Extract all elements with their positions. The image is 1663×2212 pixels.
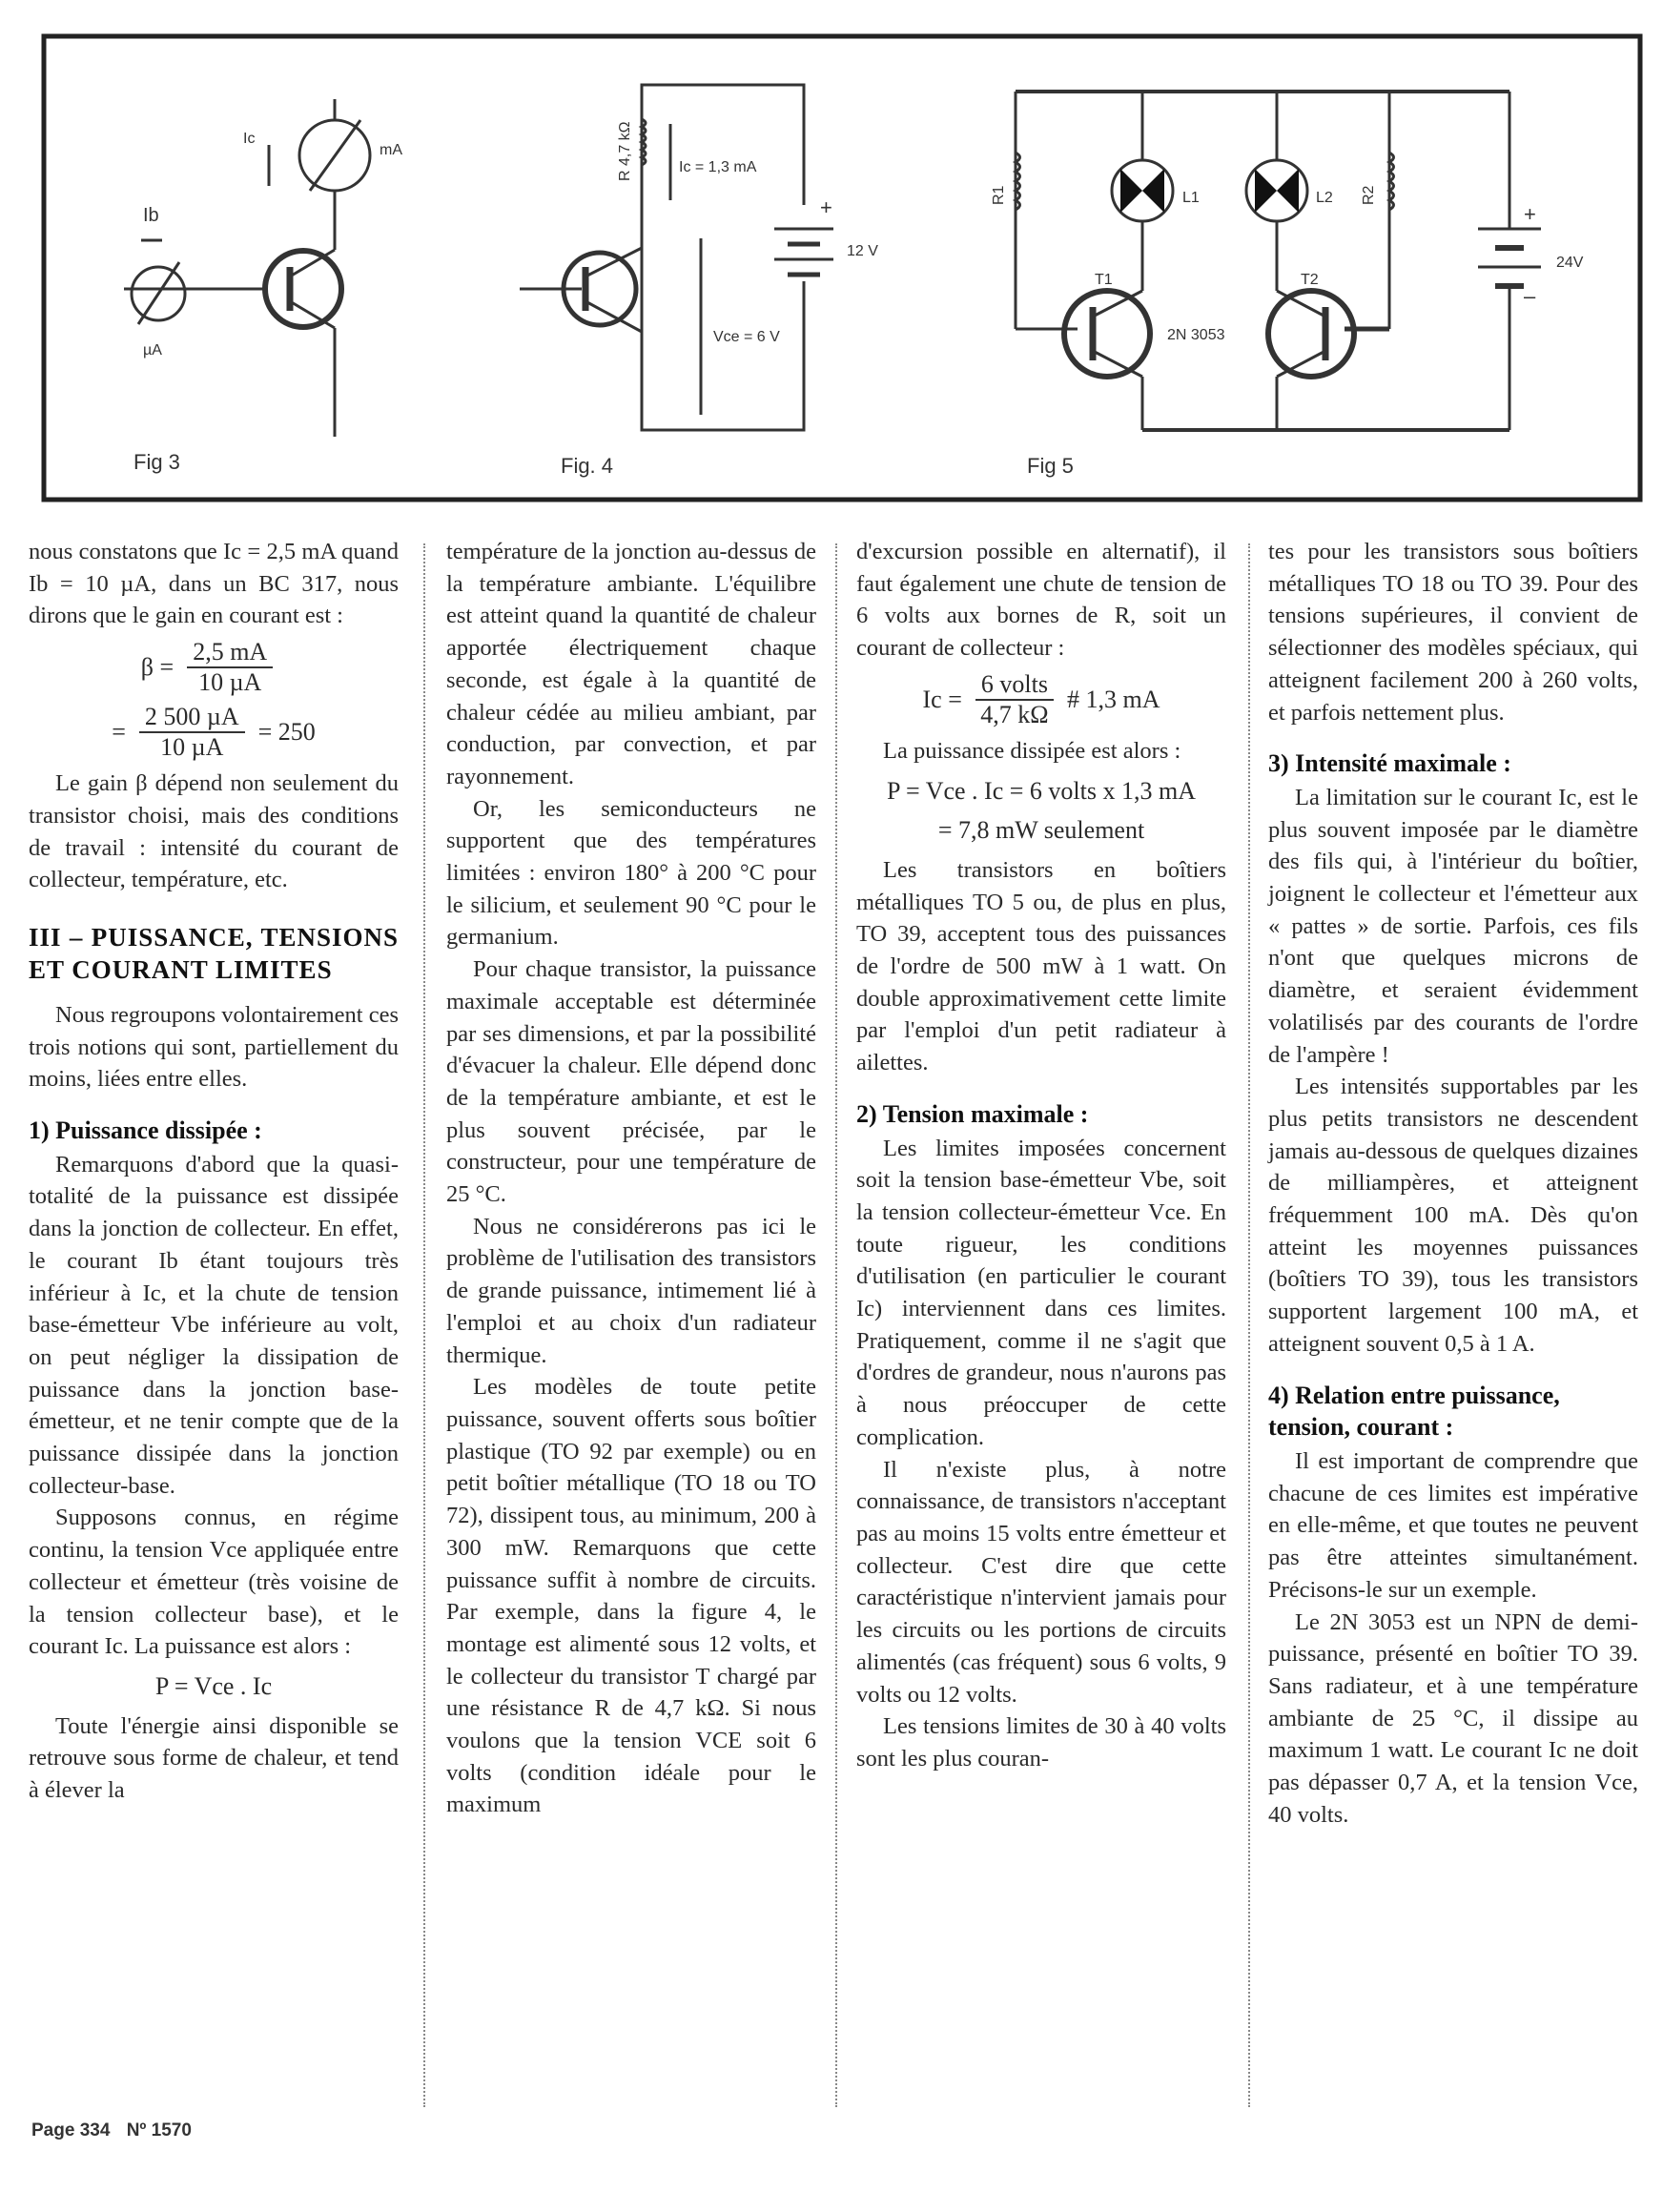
formula-lhs: β = [140,653,175,682]
text-column-3 [856,536,1226,1775]
formula [29,703,399,762]
fraction-denominator: 10 µA [198,668,262,697]
fraction [139,703,245,762]
formula [856,670,1226,729]
fraction-denominator: 4,7 kΩ [980,700,1049,728]
paragraph: Les modèles de toute petite puissance, souvent offerts sous boîtier plastique (TO 92 par exemple) ou en petit boîtier métallique (TO 18 ou TO 72), dissipent tous, au minimum, 200 à 300 mW. Remarquons que cette puissance suffit à nombre de circuits. Par exemple, dans la figure 4, le montage est alimenté sous 12 volts, et le collecteur du transistor T chargé par une résistance R de 4,7 kΩ. Si nous voulons que la tension VCE soit 6 volts (condition idéale pour le maximum [446,1374,816,1818]
fig4-voltage-label: 12 V [847,243,878,259]
transistor-t2-icon [1268,291,1354,377]
fraction [187,638,273,697]
column-divider [1248,543,1250,2107]
lamp-l1-icon [1112,160,1173,221]
text-column-2 [446,536,816,1821]
figures-panel [0,0,1663,515]
paragraph: Il n'existe plus, à notre connaissance, de transistors n'acceptant pas au moins 15 volts entre émetteur et collecteur. C'est dire que cette caractéristique n'intervient jamais pour les circuits ou les portions de circuits alimentés (cas fréquent) sous 6 volts, 9 volts ou 12 volts. [856,1456,1226,1708]
fig3-ic-label: Ic [243,131,256,147]
fraction-denominator: 10 µA [160,733,224,762]
fig4-caption: Fig. 4 [561,454,614,478]
paragraph: tes pour les transistors sous boîtiers métalliques TO 18 ou TO 39. Pour des tensions supérieures, il convient de sélectionner des modèles spéciaux, qui atteignent facilement 200 à 260 volts, et parfois nettement plus. [1268,539,1638,726]
paragraph: Les tensions limites de 30 à 40 volts sont les plus couran- [856,1713,1226,1772]
section-heading: III – PUISSANCE, TENSIONS ET COURANT LIMITES [29,922,399,984]
paragraph: Le gain β dépend non seulement du transistor choisi, mais des conditions de travail : intensité du courant de collecteur, température, etc. [29,770,399,893]
transistor-icon [265,251,341,327]
text-column-4 [1268,536,1638,1831]
paragraph: température de la jonction au-dessus de la température ambiante. L'équilibre est atteint quand la quantité de chaleur apportée électriquement chaque seconde, est égale à la quantité de chaleur cédée au milieu ambiant, par conduction, par convection, et par rayonnement. [446,539,816,789]
figure-3 [124,99,370,437]
paragraph: Les transistors en boîtiers métalliques TO 5 ou, de plus en plus, TO 39, acceptent tous des puissances de l'ordre de 500 mW à 1 watt. On double approximativement cette limite par l'emploi d'un petit radiateur à ailettes. [856,856,1226,1076]
fig5-l2-label: L2 [1316,190,1333,206]
paragraph: Toute l'énergie ainsi disponible se retrouve sous forme de chaleur, et tend à élever la [29,1712,399,1804]
subsection-heading: 1) Puissance dissipée : [29,1116,262,1145]
page-number: Page 334 [31,2120,111,2140]
fig5-r1-label: R1 [991,185,1007,205]
subsection-heading: 4) Relation entre puissance, tension, courant : [1268,1381,1560,1442]
paragraph: La puissance dissipée est alors : [883,737,1181,764]
fig5-part-label: 2N 3053 [1167,327,1225,343]
paragraph: Or, les semiconducteurs ne supportent que des températures limitées : environ 180° à 200 °C pour le silicium, et seulement 90 °C pour le germanium. [446,795,816,951]
fraction [975,670,1054,729]
fig5-voltage-label: 24V [1556,255,1584,271]
column-divider [423,543,425,2107]
text-column-1 [29,536,399,1807]
subsection-heading: 2) Tension maximale : [856,1099,1089,1128]
figure-5 [1016,92,1541,430]
fig5-caption: Fig 5 [1027,454,1074,478]
fig5-t1-label: T1 [1095,272,1113,288]
fig4-plus: + [820,195,832,219]
figure-4 [520,85,833,430]
formula-lhs: = [112,718,126,747]
formula: P = Vce . Ic = 6 volts x 1,3 mA [887,776,1196,805]
formula-rhs: = 250 [257,718,316,747]
lamp-l2-icon [1246,160,1307,221]
formula [29,638,399,697]
paragraph: Le 2N 3053 est un NPN de demi-puissance, présenté en boîtier TO 39. Sans radiateur, et à une température ambiante de 25 °C, il dissipe au maximum 1 watt. Le courant Ic ne doit pas dépasser 0,7 A, et la tension Vce, 40 volts. [1268,1608,1638,1828]
paragraph: Pour chaque transistor, la puissance maximale acceptable est déterminée par ses dimensions, et par la possibilité d'évacuer la chaleur. Elle dépend donc de la température ambiante, et est le plus souvent précisée, par le constructeur, pour une température de 25 °C. [446,956,816,1208]
paragraph: nous constatons que Ic = 2,5 mA quand Ib = 10 µA, dans un BC 317, nous dirons que le gain en courant est : [29,539,399,629]
fraction-numerator: 2,5 mA [187,638,273,668]
fraction-numerator: 2 500 µA [139,703,245,733]
column-divider [835,543,837,2107]
fig3-ib-label: Ib [143,205,159,226]
formula-lhs: Ic = [922,685,962,713]
fig4-ic-label: Ic = 1,3 mA [679,159,757,175]
fraction-numerator: 6 volts [975,670,1054,701]
fig5-l1-label: L1 [1182,190,1200,206]
paragraph: Les limites imposées concernent soit la tension base-émetteur Vbe, soit la tension collecteur-émetteur Vce. En toute rigueur, les conditions d'utilisation (en particulier le courant Ic) interviennent dans ces limites. Pratiquement, comme il ne s'agit que d'ordres de grandeur, nous n'aurons pas à nous préoccuper de cette complication. [856,1135,1226,1450]
paragraph: Il est important de comprendre que chacune de ces limites est impérative en elle-même, et que toutes ne peuvent pas être atteintes simultanément. Précisons-le sur un exemple. [1268,1447,1638,1603]
paragraph: La limitation sur le courant Ic, est le plus souvent imposée par le diamètre des fils qui, à l'intérieur du boîtier, joignent le collecteur et l'émetteur aux « pattes » de sortie. Parfois, ces fils n'ont que quelques microns de diamètre, et seraient évidemment volatilisés par des courants de l'ordre de l'ampère ! [1268,784,1638,1068]
paragraph: d'excursion possible en alternatif), il faut également une chute de tension de 6 volts aux bornes de R, soit un courant de collecteur : [856,539,1226,662]
fig5-r2-label: R2 [1361,185,1377,205]
fig4-r-label: R 4,7 kΩ [617,121,633,181]
paragraph: Les intensités supportables par les plus petits transistors ne descendent jamais au-dessous de quelques dizaines de milliampères, et atteignent fréquemment 100 mA. Dès qu'on atteint les moyennes puissances (boîtiers TO 39), tous les transistors supportent largement 100 mA, et atteignent souvent 0,5 à 1 A. [1268,1074,1638,1357]
paragraph: Nous ne considérerons pas ici le problème de l'utilisation des transistors de grande puissance, intimement lié à l'emploi et au choix d'un radiateur thermique. [446,1213,816,1368]
fig5-plus: + [1524,202,1536,226]
formula-rhs: # 1,3 mA [1066,685,1160,713]
fig5-t2-label: T2 [1301,272,1319,288]
fig3-ma-label: mA [380,142,402,158]
issue-number: Nº 1570 [126,2120,192,2140]
paragraph: Nous regroupons volontairement ces trois notions qui sont, partiellement du moins, liées entre elles. [29,1001,399,1093]
fig4-vce-label: Vce = 6 V [713,329,780,345]
paragraph: Remarquons d'abord que la quasi-totalité de la puissance est dissipée dans la jonction de collecteur. En effet, le courant Ib étant toujours très inférieur à Ic, et la chute de tension base-émetteur Vbe inférieure au volt, on peut négliger la dissipation de puissance dans la jonction base-émetteur, et ne tenir compte que de la puissance dissipée dans la jonction collecteur-base. [29,1151,399,1499]
formula: = 7,8 mW seulement [937,816,1145,845]
formula: P = Vce . Ic [154,1671,273,1700]
fig3-ua-label: µA [143,342,162,358]
fig5-minus: – [1524,284,1536,308]
subsection-heading: 3) Intensité maximale : [1268,749,1511,778]
paragraph: Supposons connus, en régime continu, la tension Vce appliquée entre collecteur et émetteur (très voisine de la tension collecteur base), et le courant Ic. La puissance est alors : [29,1505,399,1660]
fig3-caption: Fig 3 [133,450,180,474]
page-footer [31,2120,192,2141]
transistor-t1-icon [1064,291,1150,377]
